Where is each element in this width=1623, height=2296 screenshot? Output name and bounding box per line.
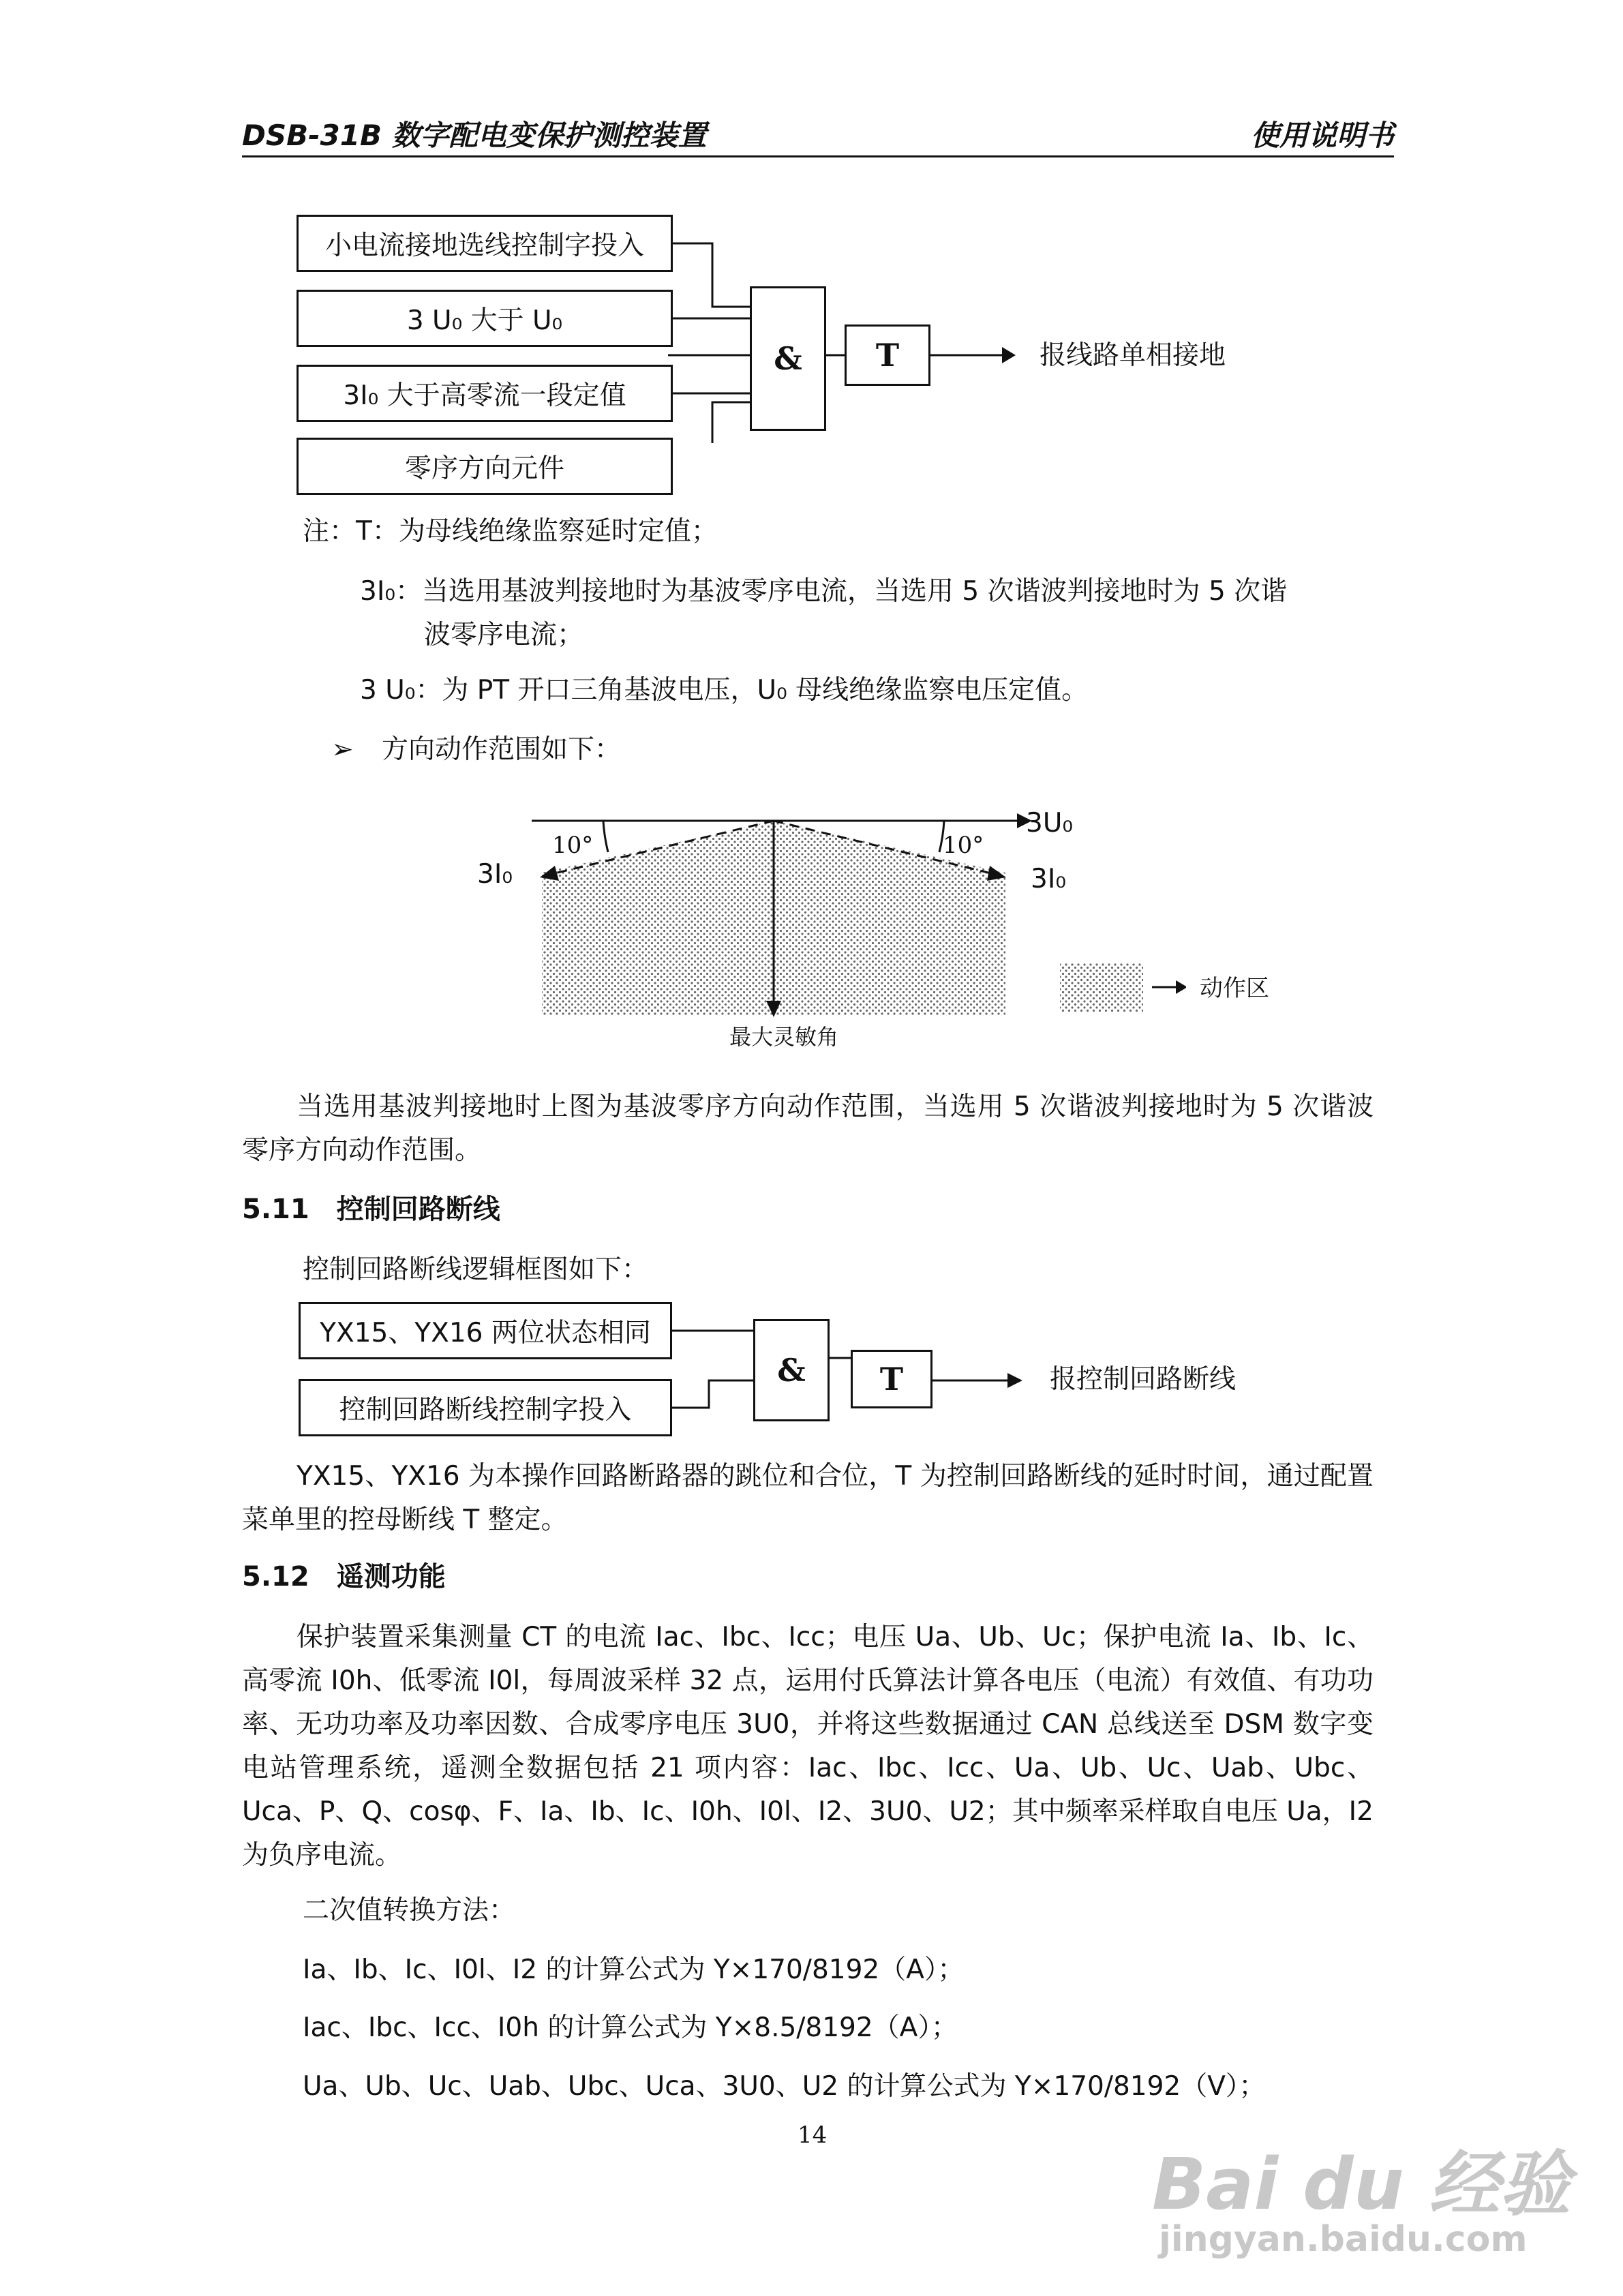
telemetry-paragraph: [242, 1616, 1374, 1877]
telemetry-text: 保护装置采集测量 CT 的电流 Iac、Ibc、Icc；电压 Ua、Ub、Uc；保护电流 Ia、Ib、Ic、高零流 I0h、低零流 I0l，每周波采样 32 点，运用付氏算法计算各电压（电流）有效值、有功功率、无功功率及功率因数、合成零序电压 3U0，并将这些数据通过 CAN 总线送至 DSM 数字变电站管理系统，遥测全数据包括 21 项内容：Iac、Ibc、Icc、Ua、Ub、Uc、Uab、Ubc、Uca、P、Q、cosφ、F、Ia、Ib、Ic、I0h、I0l、I2、3U0、U2；其中频率采样取自电压 Ua，I2 为负序电流。: [242, 1622, 1374, 1871]
legend-action-zone: 动作区: [1200, 975, 1269, 1002]
conversion-title: 二次值转换方法：: [303, 1895, 516, 1926]
logic-input-3: 3I₀ 大于高零流一段定值: [297, 365, 673, 422]
bullet-direction: 方向动作范围如下：: [382, 734, 622, 765]
baidu-watermark-logo: Bai du 经验: [1152, 2143, 1571, 2226]
right-label-3i0: 3I₀: [1031, 864, 1066, 894]
ctrl-input-1: YX15、YX16 两位状态相同: [299, 1302, 672, 1359]
left-label-3i0: 3I₀: [477, 859, 513, 890]
formula-2: Iac、Ibc、Icc、I0h 的计算公式为 Y×8.5/8192（A）；: [303, 2012, 958, 2043]
manual-label: 使用说明书: [1250, 119, 1394, 152]
logic-input-4: 零序方向元件: [297, 438, 673, 495]
ctrl-input-2: 控制回路断线控制字投入: [299, 1379, 672, 1436]
section-5-11-intro: 控制回路断线逻辑框图如下：: [303, 1254, 649, 1285]
angle-left: 10°: [552, 832, 594, 859]
direction-explanation: 当选用基波判接地时上图为基波零序方向动作范围，当选用 5 次谐波判接地时为 5 次谐波零序方向动作范围。: [242, 1091, 1374, 1166]
bullet-mark: ➢: [331, 734, 354, 765]
logic-input-1: 小电流接地选线控制字投入: [297, 215, 673, 272]
ref-label-3u0: 3U₀: [1026, 808, 1073, 839]
section-5-12-title: 5.12 遥测功能: [242, 1561, 446, 1592]
logic1-output: 报线路单相接地: [1040, 340, 1226, 371]
baidu-watermark-url: jingyan.baidu.com: [1159, 2219, 1528, 2260]
timer-gate: T: [845, 324, 930, 386]
note-3i0-cont: 波零序电流；: [424, 620, 584, 650]
logic-input-2: 3 U₀ 大于 U₀: [297, 290, 673, 347]
ctrl-and-gate: &: [753, 1319, 830, 1421]
section-5-11-desc: YX15、YX16 为本操作回路断路器的跳位和合位，T 为控制回路断线的延时时间，通过配置菜单里的控母断线 T 整定。: [242, 1461, 1374, 1535]
page-number: 14: [798, 2121, 828, 2149]
ctrl-timer-gate: T: [851, 1350, 932, 1408]
section-5-11-title: 5.11 控制回路断线: [242, 1194, 500, 1225]
note-3u0: 3 U₀：为 PT 开口三角基波电压，U₀ 母线绝缘监察电压定值。: [360, 675, 1089, 706]
angle-right: 10°: [943, 832, 984, 859]
document-title: DSB-31B 数字配电变保护测控装置: [242, 119, 707, 152]
ctrl-output: 报控制回路断线: [1050, 1364, 1237, 1395]
note-3i0: 3I₀：当选用基波判接地时为基波零序电流，当选用 5 次谐波判接地时为 5 次谐: [360, 576, 1288, 607]
note-t: 注：T：为母线绝缘监察延时定值；: [303, 516, 718, 547]
formula-3: Ua、Ub、Uc、Uab、Ubc、Uca、3U0、U2 的计算公式为 Y×170/8192（V）；: [303, 2071, 1266, 2102]
max-sensitivity-label: 最大灵敏角: [729, 1024, 839, 1050]
and-gate: &: [750, 286, 826, 431]
formula-1: Ia、Ib、Ic、I0l、I2 的计算公式为 Y×170/8192（A）；: [303, 1954, 965, 1985]
page-header: [242, 108, 1394, 157]
